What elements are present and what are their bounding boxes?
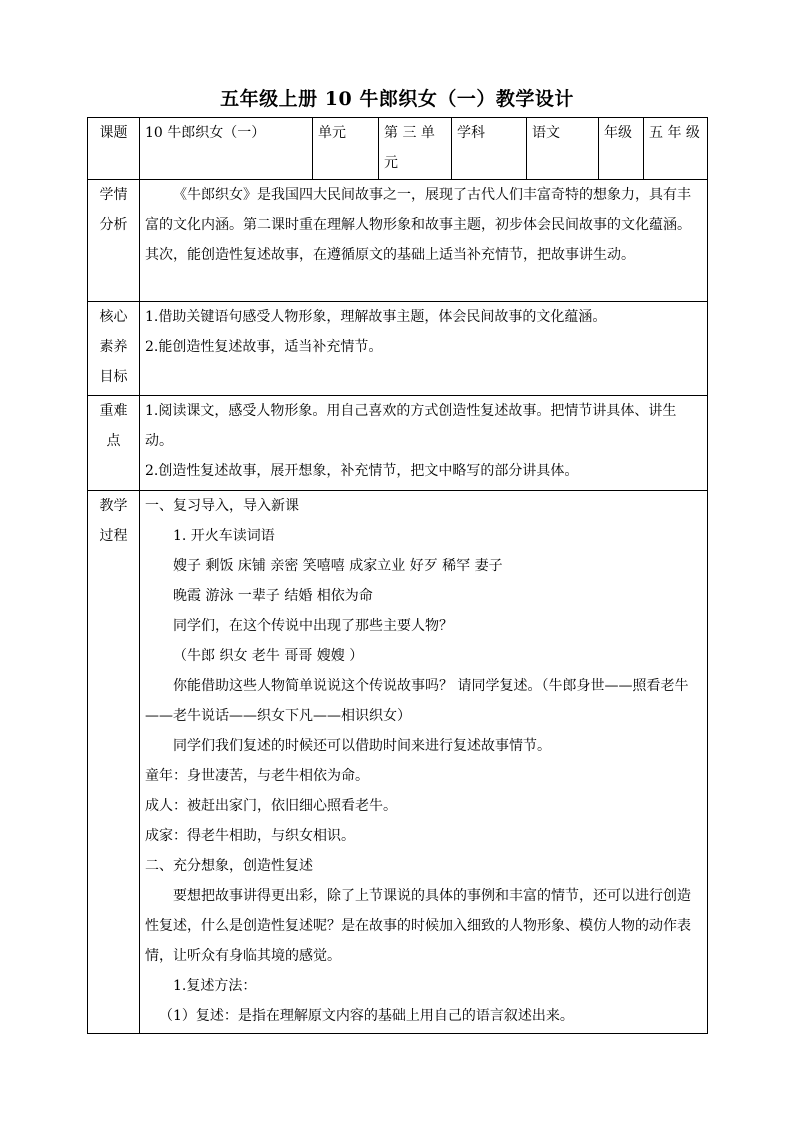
key-points-row [88,396,708,491]
process-step-2: 1.复述方法： [173,978,257,994]
note-1: 同学们我们复述的时候还可以借助时间来进行复述故事情节。 [173,738,551,754]
document-title: 五年级上册 10 牛郎织女（一）教学设计 [220,88,574,110]
process-section-1: 一、复习导入，导入新课 [145,498,299,514]
lesson-plan-table [87,117,708,1034]
key-points-label: 重难点 [88,396,140,491]
subject-value: 语文 [527,118,599,180]
key-points-cell [140,396,708,491]
grade-label: 年级 [599,118,644,180]
goals-label: 核心素养目标 [88,302,140,396]
stage-childhood: 童年：身世凄苦，与老牛相依为命。 [145,768,369,784]
analysis-cell [140,180,708,302]
process-label: 教学过程 [88,491,140,1034]
stage-adulthood: 成人：被赶出家门，依旧细心照看老牛。 [145,798,397,814]
process-step-1: 1. 开火车读词语 [173,528,275,544]
analysis-text: 《牛郎织女》是我国四大民间故事之一，展现了古代人们丰富奇特的想象力，具有丰富的文化内涵。第二课时重在理解人物形象和故事主题，初步体会民间故事的文化蕴涵。其次，能创造性复述故事，在遵循原文的基础上适当补充情节，把故事讲生动。 [145,187,691,263]
goal-item-1: 1.借助关键语句感受人物形象，理解故事主题，体会民间故事的文化蕴涵。 [145,309,607,325]
goal-item-2: 2.能创造性复述故事，适当补充情节。 [145,339,383,355]
unit-value: 第 三 单 元 [379,118,452,180]
key-point-item-1: 1.阅读课文，感受人物形象。用自己喜欢的方式创造性复述故事。把情节讲具体、讲生动。 [145,403,677,449]
goals-cell [140,302,708,396]
method-1: （1）复述：是指在理解原文内容的基础上用自己的语言叙述出来。 [159,1008,574,1024]
key-point-item-2: 2.创造性复述故事，展开想象，补充情节，把文中略写的部分讲具体。 [145,463,579,479]
header-row [88,118,708,180]
stage-marriage: 成家：得老牛相助，与织女相识。 [145,828,355,844]
process-cell [140,491,708,1034]
analysis-label: 学情分析 [88,180,140,302]
topic-value: 10 牛郎织女（一） [140,118,313,180]
analysis-row [88,180,708,302]
subject-label: 学科 [452,118,527,180]
unit-label: 单元 [313,118,379,180]
word-list-2: 晚霞 游泳 一辈子 结婚 相依为命 [173,588,373,604]
word-list-1: 嫂子 剩饭 床铺 亲密 笑嘻嘻 成家立业 好歹 稀罕 妻子 [173,558,503,574]
goals-row [88,302,708,396]
question-2: 你能借助这些人物简单说说这个传说故事吗？ 请同学复述。（牛郎身世——照看老牛——老牛说话——织女下凡——相识织女） [145,678,689,724]
question-1: 同学们，在这个传说中出现了那些主要人物？ [173,618,453,634]
process-section-2: 二、充分想象，创造性复述 [145,858,313,874]
answer-1: （牛郎 织女 老牛 哥哥 嫂嫂 ） [173,648,364,664]
grade-value: 五 年 级 [644,118,708,180]
process-paragraph-2: 要想把故事讲得更出彩，除了上节课说的具体的事例和丰富的情节，还可以进行创造性复述，什么是创造性复述呢？是在故事的时候加入细致的人物形象、模仿人物的动作表情，让听众有身临其境的感觉。 [145,888,691,964]
topic-label: 课题 [88,118,140,180]
process-row [88,491,708,1034]
